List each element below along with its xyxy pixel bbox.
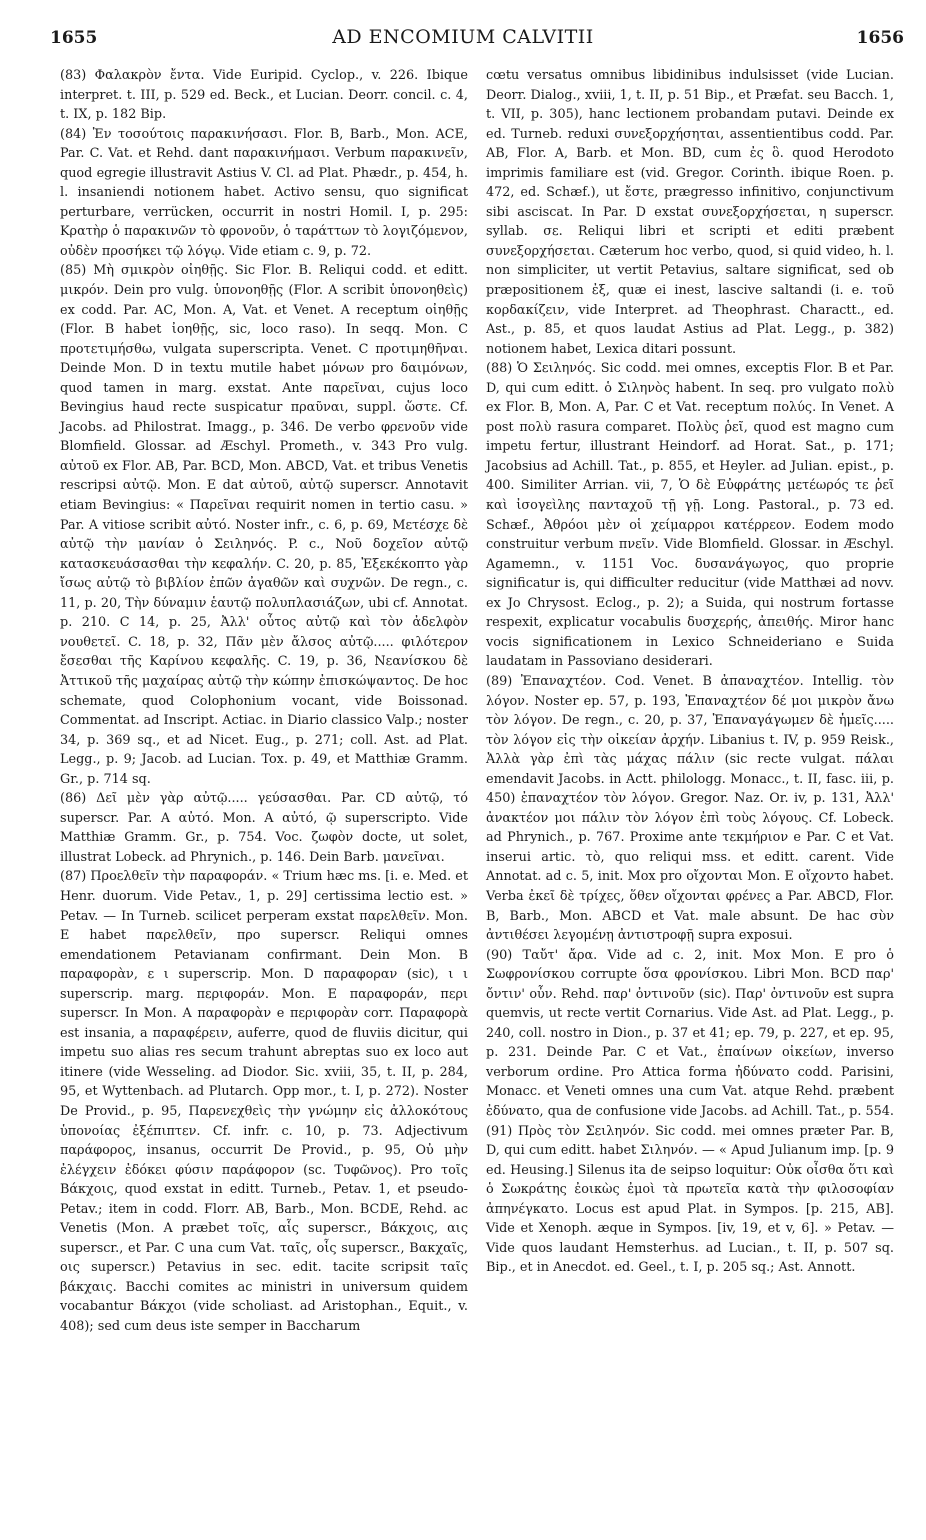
note-paragraph: (91) Πρὸς τὸν Σειληνόν. Sic codd. mei omnes præter Par. B, D, qui cum editt. habet Σιληνόν. — « Apud Julianum imp. [p. 9 ed. Heusing.] Silenus ita de seipso loquitur: Οὐκ οἶσθα ὅτι καὶ ὁ Σωκράτης ἐοικὼς ἐμοὶ τὰ πρωτεῖα κατὰ τὴν φιλοσοφίαν ἀπηνέγκατο. Locus est apud Plat. in Sympos. [p. 215, AB]. Vide et Xenoph. æque in Sympos. [iv, 19, et v, 6]. » Petav. — Vide quos laudant Hemsterhus. ad Lucian., t. II, p. 507 sq. Bip., et in Anecdot. ed. Geel., t. I, p. 205 sq.; Ast. Annott.: [486, 1123, 894, 1276]
note-paragraph: (88) Ὁ Σειληνός. Sic codd. mei omnes, exceptis Flor. B et Par. D, qui cum editt. ὁ Σιληνὸς habent. In seq. pro vulgato πολὺ ex Flor. B, Mon. A, Par. C et Vat. receptum πολύς. In Venet. A post πολὺ rasura comparet. Πολὺς ῥεῖ, quod est magno cum impetu fertur, illustrant Heindorf. ad Horat. Sat., p. 171; Jacobsius ad Achill. Tat., p. 855, et Heyler. ad Julian. epist., p. 400. Similiter Arrian. vii, 7, Ὁ δὲ Εὐφράτης μετέωρός τε ῥεῖ καὶ ἰσογεὶλης πανταχοῦ τῇ γῇ. Long. Pastoral., p. 73 ed. Schæf., Ἀθρόοι μὲν οἱ χείμαρροι κατέρρεον. Eodem modo construitur verbum πνεῖν. Vide Blomfield. Glossar. in Æschyl. Agamemn., v. 1151 Voc. δυσανάγωγος, quo proprie significatur is, qui difficulter reducitur (vide Matthæi ad novv. ex Jo Chrysost. Eclog., p. 2); a Suida, qui nostrum fortasse respexit, explicatur vocabulis δυσχερής, ἀπειθής. Miror hanc vocis significationem in Lexico Schneideriano e Suida laudatam in Passoviano desiderari.: [486, 361, 894, 670]
note-paragraph: (85) Μὴ σμικρὸν οἰηθῇς. Sic Flor. B. Reliqui codd. et editt. μικρόν. Dein pro vulg. ὑπονοηθῇς (Flor. A scribit ὑπονοηθεὶς) ex codd. Par. AC, Mon. A, Vat. et Venet. A receptum οἰηθῇς (Flor. B habet ἰοηθῇς, sic, loco raso). In seqq. Mon. C προτετιμήσθω, vulgata superscripta. Venet. C προτιμηθῆναι. Deinde Mon. D in textu mutile habet μόνων pro δαιμόνων, quod tamen in marg. exstat. Ante παρεῖναι, cujus loco Bevingius haud recte suspicatur πραῦναι, suppl. ὥστε. Cf. Jacobs. ad Philostrat. Imagg., p. 346. De verbo φρενοῦν vide Blomfield. Glossar. ad Æschyl. Prometh., v. 343 Pro vulg. αὐτοῦ ex Flor. AB, Par. BCD, Mon. ABCD, Vat. et tribus Venetis rescripsi αὐτῷ. Mon. E dat αὐτοῦ, αὐτῷ superscr. Annotavit etiam Bevingius: « Παρεῖναι requirit nomen in tertio casu. » Par. A vitiose scribit αὐτό. Noster infr., c. 6, p. 69, Μετέσχε δὲ αὐτῷ τὴν μανίαν ὁ Σειληνός. P. c., Νοῦ δοχεῖον αὐτῷ κατασκευάσασθαι τὴν κεφαλήν. C. 20, p. 85, Ἐξεκέκοπτο γὰρ ἴσως αὐτῷ τὸ βιβλίον ἐπῶν ἀγαθῶν καὶ συχνῶν. De regn., c. 11, p. 20, Τὴν δύναμιν ἑαυτῷ πολυπλασιάζων, ubi cf. Annotat. p. 210. C 14, p. 25, Ἀλλ' οὗτος αὐτῷ καὶ τὸν ἀδελφὸν νουθετεῖ. C. 18, p. 32, Πᾶν μὲν ἄλσος αὐτῷ..... φιλότερον ἔσεσθαι τῆς Καρίνου κεφαλῆς. C. 19, p. 36, Νεανίσκου δὲ Ἀττικοῦ τῆς μαχαίρας αὐτῷ τὴν κώπην ἐπισκώψαντος. De hoc schemate, quod Colophonium vocant, vide Boissonad. Commentat. ad Inscript. Actiac. in Diario classico Valp.; noster 34, p. 369 sq., et ad Nicet. Eug., p. 271; coll. Ast. ad Plat. Legg., p. 9; Jacob. ad Lucian. Tox. p. 49, et Matthiæ Gramm. Gr., p. 714 sq.: [60, 263, 469, 787]
note-paragraph: (90) Ταὔτ' ἄρα. Vide ad c. 2, init. Mox Mon. E pro ὁ Σωφρονίσκου corrupte ὅσα φρονίσκου. Libri Mon. BCD παρ' ὄντιν' οὖν. Rehd. παρ' ὀντινοῦν (sic). Παρ' ὀντινοῦν est supra quemvis, ut recte vertit Cornarius. Vide Ast. ad Plat. Legg., p. 240, coll. nostro in Dion., p. 37 et 41; ep. 79, p. 227, et ep. 95, p. 231. Deinde Par. C et Vat., ἐπαίνων οἰκείων, inverso verborum ordine. Pro Attica forma ἠδύνατο codd. Parisini, Monacc. et Veneti omnes una cum Vat. atque Rehd. præbent ἐδύνατο, qua de confusione vide Jacobs. ad Achill. Tat., p. 554.: [486, 947, 894, 1119]
note-paragraph: cœtu versatus omnibus libidinibus indulsisset (vide Lucian. Deorr. Dialog., xviii, 1, t. II, p. 51 Bip., et Præfat. seu Bacch. 1, t. VII, p. 305), hanc lectionem probandam putavi. Deinde ex ed. Turneb. reduxi συνεξορχήσηται, assentientibus codd. Par. AB, Flor. A, Barb. et Mon. BD, cum ἐς ὃ. quod Herodoto imprimis familiare est (vid. Gregor. Corinth. ibique Roen. p. 472, ed. Schæf.), ut ἔστε, prægresso infinitivo, conjunctivum sibi asciscat. In Par. D exstat συνεξορχήσεται, η superscr. syllab. σε. Reliqui libri et scripti et editi præbent συνεξορχήσεται. Cæterum hoc verbo, quod, si quid video, h. l. non simpliciter, ut vertit Petavius, saltare significat, sed ob præpositionem ἐξ, quæ ei inest, lascive saltandi (i. e. τοῦ κορδακίζειν, vide Interpret. ad Theophrast. Charactt., ed. Ast., p. 85, et quos laudat Astius ad Plat. Legg., p. 382) notionem habet, Lexica ditari possunt.: [486, 68, 894, 357]
note-paragraph: (83) Φαλακρὸν ἔντα. Vide Euripid. Cyclop., v. 226. Ibique interpret. t. III, p. 529 ed. Beck., et Lucian. Deorr. concil. c. 4, t. IX, p. 182 Bip.: [60, 68, 468, 123]
right-column: [486, 66, 894, 1278]
right-page-number: 1656: [856, 28, 904, 48]
page-header: [0, 10, 926, 48]
note-paragraph: (84) Ἐν τοσούτοις παρακινήσασι. Flor. B, Barb., Mon. ACE, Par. C. Vat. et Rehd. dant παρακινήμασι. Verbum παρακινεῖν, quod egregie illustravit Astius V. Cl. ad Plat. Phædr., p. 454, h. l. insaniendi notionem habet. Activo sensu, quo significat perturbare, verrücken, occurrit in nostri Homil. I, p. 295: Κρατὴρ ὁ παρακινῶν τὸ φρονοῦν, ὁ ταράττων τὸ λογιζόμενον, οὐδὲν προσήκει τῷ λόγῳ. Vide etiam c. 9, p. 72.: [60, 126, 468, 259]
note-paragraph: (86) Δεῖ μὲν γὰρ αὐτῷ..... γεύσασθαι. Par. CD αὐτῷ, τό superscr. Par. A αὐτό. Mon. A αὐτό, ῷ superscripto. Vide Matthiæ Gramm. Gr., p. 754. Voc. ζωφὸν docte, ut solet, illustrat Lobeck. ad Phrynich., p. 146. Dein Barb. μανεῖναι.: [60, 791, 468, 865]
left-page-number: 1655: [50, 28, 98, 48]
note-paragraph: (87) Προελθεῖν τὴν παραφοράν. « Trium hæc ms. [i. e. Med. et Henr. duorum. Vide Petav., 1, p. 29] certissima lectio est. » Petav. — In Turneb. scilicet perperam exstat παρελθεῖν. Mon. E habet παρελθεῖν, προ superscr. Reliqui omnes emendationem Petavianam confirmant. Dein Mon. B παραφορὰν, ε ι superscrip. Mon. D παραφοραν (sic), ι ι superscrip. marg. περιφοράν. Mon. E παραφοράν, περι superscr. In Mon. A παραφορὰν e περιφορὰν corr. Παραφορὰ est insania, a παραφέρειν, auferre, quod de fluviis dicitur, qui impetu suo alias res secum trahunt abreptas suo ex loco aut itinere (vide Wesseling. ad Diodor. Sic. xviii, 35, t. II, p. 284, 95, et Wyttenbach. ad Plutarch. Opp mor., t. I, p. 272). Noster De Provid., p. 95, Παρενεχθεὶς τὴν γνώμην εἰς ἀλλοκότους ὑπονοίας ἐξέπιπτεν. Cf. infr. c. 10, p. 73. Adjectivum παράφορος, insanus, occurrit De Provid., p. 95, Οὐ μὴν ἐλέγχειν ἐδόκει φύσιν παράφορον (sc. Τυφῶνος). Pro τοῖς Βάκχοις, quod exstat in editt. Turneb., Petav. 1, et pseudo-Petav.; item in codd. Florr. AB, Barb., Mon. BCDE, Rehd. ac Venetis (Mon. A præbet τοῖς, αἷς superscr., Βάκχοις, αις superscr., et Par. C una cum Vat. ταῖς, οἷς superscr., Βακχαῖς, οις superscr.) Petavius in sec. edit. tacite scripsit ταῖς βάκχαις. Bacchi comites ac ministri in universum quidem vocabantur Βάκχοι (vide scholiast. ad Aristophan., Equit., v. 408); sed cum deus iste semper in Baccharum: [60, 869, 468, 1334]
note-paragraph: (89) Ἐπαναχτέον. Cod. Venet. B ἀπαναχτέον. Intellig. τὸν λόγον. Noster ep. 57, p. 193, Ἐπαναχτέον δέ μοι μικρὸν ἄνω τὸν λόγον. De regn., c. 20, p. 37, Ἐπαναγάγωμεν δὲ ἡμεῖς..... τὸν λόγον εἰς τὴν οἰκείαν ἀρχήν. Libanius t. IV, p. 959 Reisk., Ἀλλὰ γὰρ ἐπὶ τὰς μάχας πάλιν (sic recte vulgat. πάλαι emendavit Jacobs. in Actt. philologg. Monacc., t. II, fasc. iii, p. 450) ἐπαναχτέον τὸν λόγον. Gregor. Naz. Or. iv, p. 131, Ἀλλ' ἀνακτέον μοι πάλιν τὸν λόγον ἐπὶ τοὺς λόγους. Cf. Lobeck. ad Phrynich., p. 767. Proxime ante τεκμήριον e Par. C et Vat. inserui artic. τὸ, quo reliqui mss. et editt. carent. Vide Annotat. ad c. 5, init. Mox pro οἴχονται Mon. E οἴχοντο habet. Verba ἐκεῖ δὲ τρίχες, ὅθεν οἴχονται φρένες a Par. ABCD, Flor. B, Barb., Mon. ABCD et Vat. male absunt. De hac σὺν ἀντιθέσει λεγομένῃ ἀντιστροφῇ supra exposui.: [486, 673, 894, 944]
running-title: AD ENCOMIUM CALVITII: [332, 26, 594, 48]
left-column: [60, 66, 468, 1337]
